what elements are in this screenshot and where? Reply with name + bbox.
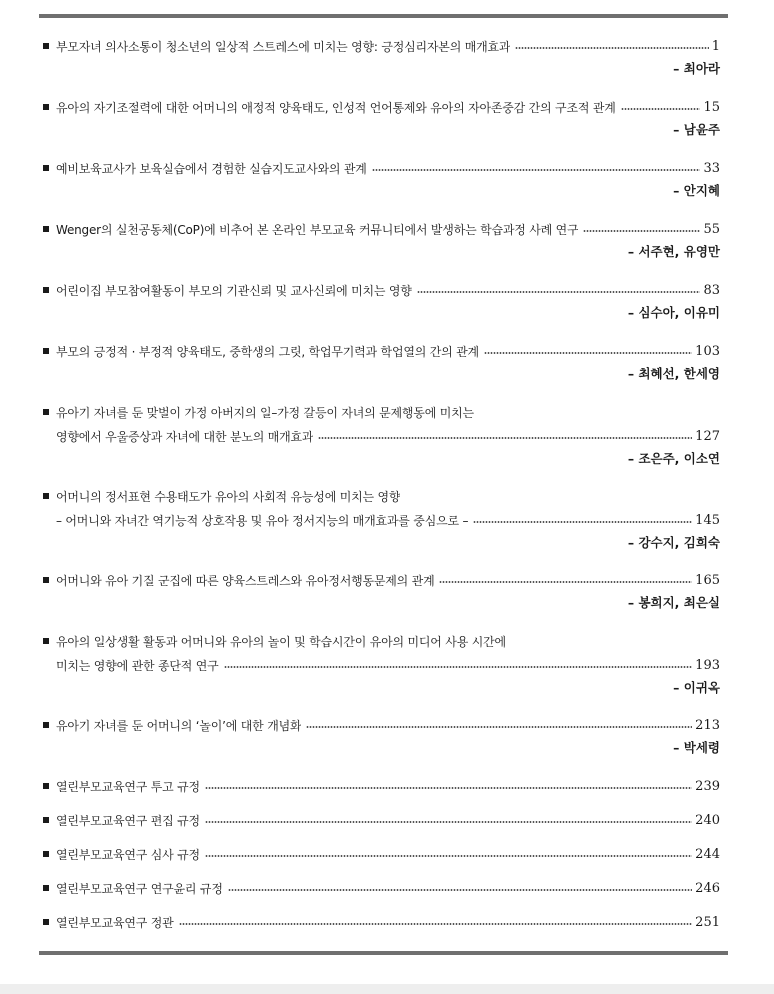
toc-entry[interactable] <box>42 400 720 470</box>
dot-leader <box>224 666 693 668</box>
bottom-rule <box>39 951 728 955</box>
entry-title: 어머니의 정서표현 수용태도가 유아의 사회적 유능성에 미치는 영향 <box>56 489 401 504</box>
toc-entry-line <box>42 629 720 653</box>
toc-entry[interactable] <box>42 278 720 324</box>
page-number: 240 <box>695 812 720 828</box>
toc-entry[interactable] <box>42 34 720 80</box>
toc-entry[interactable] <box>42 842 720 866</box>
bullet-square-icon <box>43 226 49 232</box>
entry-title: 부모자녀 의사소통이 청소년의 일상적 스트레스에 미치는 영향: 긍정심리자본의 매개효과 <box>56 39 511 54</box>
bullet-square-icon <box>43 722 49 728</box>
table-of-contents <box>42 0 720 984</box>
entry-authors: – 봉희지, 최은실 <box>627 595 720 610</box>
toc-entry-line <box>42 95 720 119</box>
bullet-square-icon <box>43 885 49 891</box>
page-number: 244 <box>695 846 720 862</box>
toc-entry[interactable] <box>42 808 720 832</box>
dot-leader <box>205 821 692 823</box>
entry-authors: – 서주현, 유영만 <box>627 244 720 259</box>
dot-leader <box>583 230 700 232</box>
entry-title: Wenger의 실천공동체(CoP)에 비추어 본 온라인 부모교육 커뮤니티에서 발생하는 학습과정 사례 연구 <box>56 222 579 237</box>
toc-entry-line <box>42 876 720 900</box>
toc-entry[interactable] <box>42 774 720 798</box>
entry-title: 부모의 긍정적 · 부정적 양육태도, 중학생의 그릿, 학업무기력과 학업열의 간의 관계 <box>56 344 479 359</box>
entry-title: 유아기 자녀를 둔 맞벌이 가정 아버지의 일–가정 갈등이 자녀의 문제행동에 미치는 <box>56 405 474 420</box>
dot-leader <box>205 787 692 789</box>
page-number: 103 <box>695 343 720 359</box>
toc-entry[interactable] <box>42 156 720 202</box>
bullet-square-icon <box>43 577 49 583</box>
entry-subtitle: – 어머니와 자녀간 역기능적 상호작용 및 유아 정서지능의 매개효과를 중심으로 – <box>56 513 469 528</box>
page-number: 55 <box>703 221 720 237</box>
toc-entry-line <box>42 568 720 592</box>
dot-leader <box>372 169 701 171</box>
toc-entry[interactable] <box>42 713 720 759</box>
bullet-square-icon <box>43 638 49 644</box>
page-number: 145 <box>695 512 720 528</box>
page-number: 251 <box>695 914 720 930</box>
dot-leader <box>179 923 693 925</box>
toc-entry-line <box>42 217 720 241</box>
page-number: 239 <box>695 778 720 794</box>
page-number: 33 <box>703 160 720 176</box>
entry-title: 유아기 자녀를 둔 어머니의 ‘놀이’에 대한 개념화 <box>56 718 302 733</box>
dot-leader <box>473 521 692 523</box>
entry-title: 열린부모교육연구 심사 규정 <box>56 847 200 862</box>
entry-authors: – 남윤주 <box>673 122 720 137</box>
entry-title: 유아의 자기조절력에 대한 어머니의 애정적 양육태도, 인성적 언어통제와 유아의 자아존중감 간의 구조적 관계 <box>56 100 616 115</box>
entry-title: 어머니와 유아 기질 군집에 따른 양육스트레스와 유아정서행동문제의 관계 <box>56 573 435 588</box>
page-number: 213 <box>695 717 720 733</box>
toc-entry-line <box>42 774 720 798</box>
page-number: 1 <box>711 38 720 54</box>
bullet-square-icon <box>43 493 49 499</box>
page-number: 83 <box>703 282 720 298</box>
entry-authors: – 강수지, 김희숙 <box>627 535 720 550</box>
entry-title-continued: 영향에서 우울증상과 자녀에 대한 분노의 매개효과 <box>56 429 314 444</box>
entry-authors: – 최혜선, 한세영 <box>627 366 720 381</box>
entry-authors: – 심수아, 이유미 <box>627 305 720 320</box>
entry-authors: – 최아라 <box>673 61 720 76</box>
dot-leader <box>306 726 692 728</box>
toc-entry-line <box>42 508 720 532</box>
bullet-square-icon <box>43 851 49 857</box>
toc-entry-line <box>42 842 720 866</box>
toc-entry[interactable] <box>42 339 720 385</box>
toc-entry[interactable] <box>42 484 720 554</box>
toc-entry[interactable] <box>42 95 720 141</box>
toc-entry[interactable] <box>42 568 720 614</box>
entry-title: 어린이집 부모참여활동이 부모의 기관신뢰 및 교사신뢰에 미치는 영향 <box>56 283 412 298</box>
bullet-square-icon <box>43 919 49 925</box>
entry-title-continued: 미치는 영향에 관한 종단적 연구 <box>56 658 219 673</box>
toc-entry[interactable] <box>42 217 720 263</box>
dot-leader <box>205 855 692 857</box>
entry-authors: – 조은주, 이소연 <box>627 451 720 466</box>
entry-authors: – 이귀옥 <box>673 680 720 695</box>
toc-entry-line <box>42 34 720 58</box>
bullet-square-icon <box>43 43 49 49</box>
entry-authors: – 안지혜 <box>673 183 720 198</box>
toc-entry-line <box>42 910 720 934</box>
toc-entry-line <box>42 339 720 363</box>
dot-leader <box>318 437 692 439</box>
page-number: 193 <box>695 657 720 673</box>
entry-title: 열린부모교육연구 정관 <box>56 915 174 930</box>
bullet-square-icon <box>43 104 49 110</box>
bullet-square-icon <box>43 783 49 789</box>
page-number: 246 <box>695 880 720 896</box>
dot-leader <box>621 108 701 110</box>
toc-entry-line <box>42 400 720 424</box>
toc-entry-line <box>42 484 720 508</box>
dot-leader <box>228 889 692 891</box>
page-number: 165 <box>695 572 720 588</box>
entry-title: 열린부모교육연구 편집 규정 <box>56 813 200 828</box>
bullet-square-icon <box>43 287 49 293</box>
toc-entry-line <box>42 808 720 832</box>
entry-authors: – 박세령 <box>673 740 720 755</box>
entry-title: 열린부모교육연구 투고 규정 <box>56 779 200 794</box>
toc-entry-line <box>42 713 720 737</box>
toc-entry[interactable] <box>42 910 720 934</box>
toc-entry[interactable] <box>42 876 720 900</box>
entry-title: 유아의 일상생활 활동과 어머니와 유아의 놀이 및 학습시간이 유아의 미디어 사용 시간에 <box>56 634 506 649</box>
bullet-square-icon <box>43 165 49 171</box>
toc-entry-line <box>42 424 720 448</box>
dot-leader <box>515 47 708 49</box>
toc-entry[interactable] <box>42 629 720 699</box>
bullet-square-icon <box>43 409 49 415</box>
toc-entry-line <box>42 156 720 180</box>
bullet-square-icon <box>43 348 49 354</box>
entry-title: 열린부모교육연구 연구윤리 규정 <box>56 881 223 896</box>
dot-leader <box>484 352 692 354</box>
toc-entry-line <box>42 653 720 677</box>
page-number: 15 <box>703 99 720 115</box>
toc-entry-line <box>42 278 720 302</box>
bullet-square-icon <box>43 817 49 823</box>
entry-title: 예비보육교사가 보육실습에서 경험한 실습지도교사와의 관계 <box>56 161 367 176</box>
dot-leader <box>439 581 692 583</box>
page-number: 127 <box>695 428 720 444</box>
dot-leader <box>417 291 701 293</box>
